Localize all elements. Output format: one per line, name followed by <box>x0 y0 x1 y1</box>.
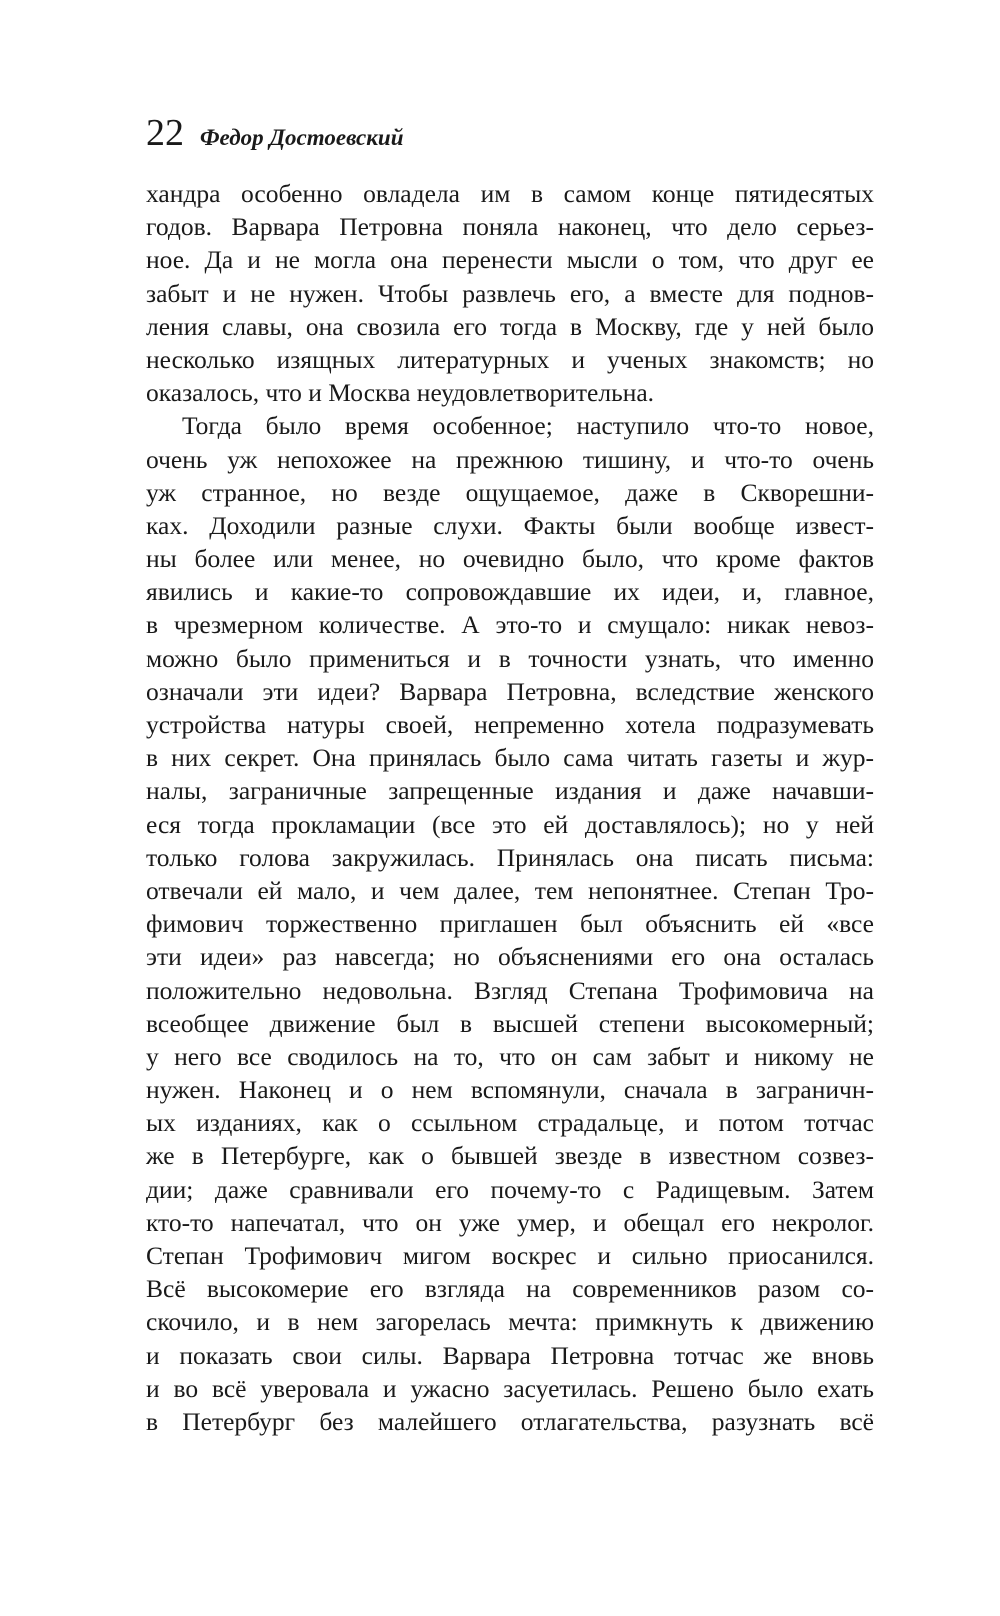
text-line: налы, заграничные запрещенные издания и даже начавши- <box>146 776 874 806</box>
text-line: положительно недовольна. Взгляд Степана Трофимовича на <box>146 975 874 1005</box>
text-line: в них секрет. Она принялась было сама читать газеты и жур- <box>146 743 874 773</box>
paragraph-end-line: оказалось, что и Москва неудовлетворительна. <box>146 378 655 408</box>
text-line: ное. Да и не могла она перенести мысли о том, что друг ее <box>146 245 874 275</box>
book-author: Федор Достоевский <box>200 125 404 150</box>
page-number: 22 <box>146 112 184 154</box>
text-line: только голова закружилась. Принялась она писать письма: <box>146 842 874 872</box>
text-line: несколько изящных литературных и ученых знакомств; но <box>146 344 874 374</box>
text-line: в чрезмерном количестве. А это-то и смущало: никак невоз- <box>146 610 874 640</box>
text-line: же в Петербурге, как о бывшей звезде в известном созвез- <box>146 1141 874 1171</box>
body-text <box>146 177 874 1438</box>
text-line: и показать свои силы. Варвара Петровна тотчас же вновь <box>146 1340 874 1370</box>
text-line: и во всё уверовала и ужасно засуетилась. Решено было ехать <box>146 1373 874 1403</box>
paragraph-start-line: Тогда было время особенное; наступило что-то новое, <box>182 411 874 441</box>
text-line: отвечали ей мало, и чем далее, тем непонятнее. Степан Тро- <box>146 875 874 905</box>
text-line: можно было примениться и в точности узнать, что именно <box>146 643 874 673</box>
text-line: означали эти идеи? Варвара Петровна, вследствие женского <box>146 676 874 706</box>
text-line: явились и какие-то сопровождавшие их идеи, и, главное, <box>146 577 874 607</box>
text-line: забыт и не нужен. Чтобы развлечь его, а вместе для поднов- <box>146 278 874 308</box>
text-line: ках. Доходили разные слухи. Факты были вообще извест- <box>146 510 874 540</box>
text-line: ления славы, она свозила его тогда в Москву, где у ней было <box>146 311 874 341</box>
text-line: Всё высокомерие его взгляда на современников разом со- <box>146 1274 874 1304</box>
text-line: у него все сводилось на то, что он сам забыт и никому не <box>146 1041 874 1071</box>
text-line: годов. Варвара Петровна поняла наконец, что дело серьез- <box>146 212 874 242</box>
text-line: очень уж непохожее на прежнюю тишину, и что-то очень <box>146 444 874 474</box>
text-line: фимович торжественно приглашен был объяснить ей «все <box>146 909 874 939</box>
text-line: в Петербург без малейшего отлагательства, разузнать всё <box>146 1406 874 1436</box>
running-head <box>146 108 404 158</box>
text-line: дии; даже сравнивали его почему-то с Радищевым. Затем <box>146 1174 874 1204</box>
text-line: кто-то напечатал, что он уже умер, и обещал его некролог. <box>146 1207 874 1237</box>
text-line: эти идеи» раз навсегда; но объяснениями его она осталась <box>146 942 874 972</box>
text-line: скочило, и в нем загорелась мечта: примкнуть к движению <box>146 1307 874 1337</box>
text-line: хандра особенно овладела им в самом конце пятидесятых <box>146 179 874 208</box>
text-line: устройства натуры своей, непременно хотела подразумевать <box>146 710 874 739</box>
text-line: уж странное, но везде ощущаемое, даже в Скворешни- <box>146 477 874 507</box>
text-line: Степан Трофимович мигом воскрес и сильно приосанился. <box>146 1241 874 1270</box>
text-line: еся тогда прокламации (все это ей доставлялось); но у ней <box>146 809 874 839</box>
text-line: ны более или менее, но очевидно было, что кроме фактов <box>146 544 874 574</box>
text-line: всеобщее движение был в высшей степени высокомерный; <box>146 1008 874 1038</box>
text-line: нужен. Наконец и о нем вспомянули, сначала в заграничн- <box>146 1075 874 1105</box>
text-line: ых изданиях, как о ссыльном страдальце, и потом тотчас <box>146 1108 874 1138</box>
